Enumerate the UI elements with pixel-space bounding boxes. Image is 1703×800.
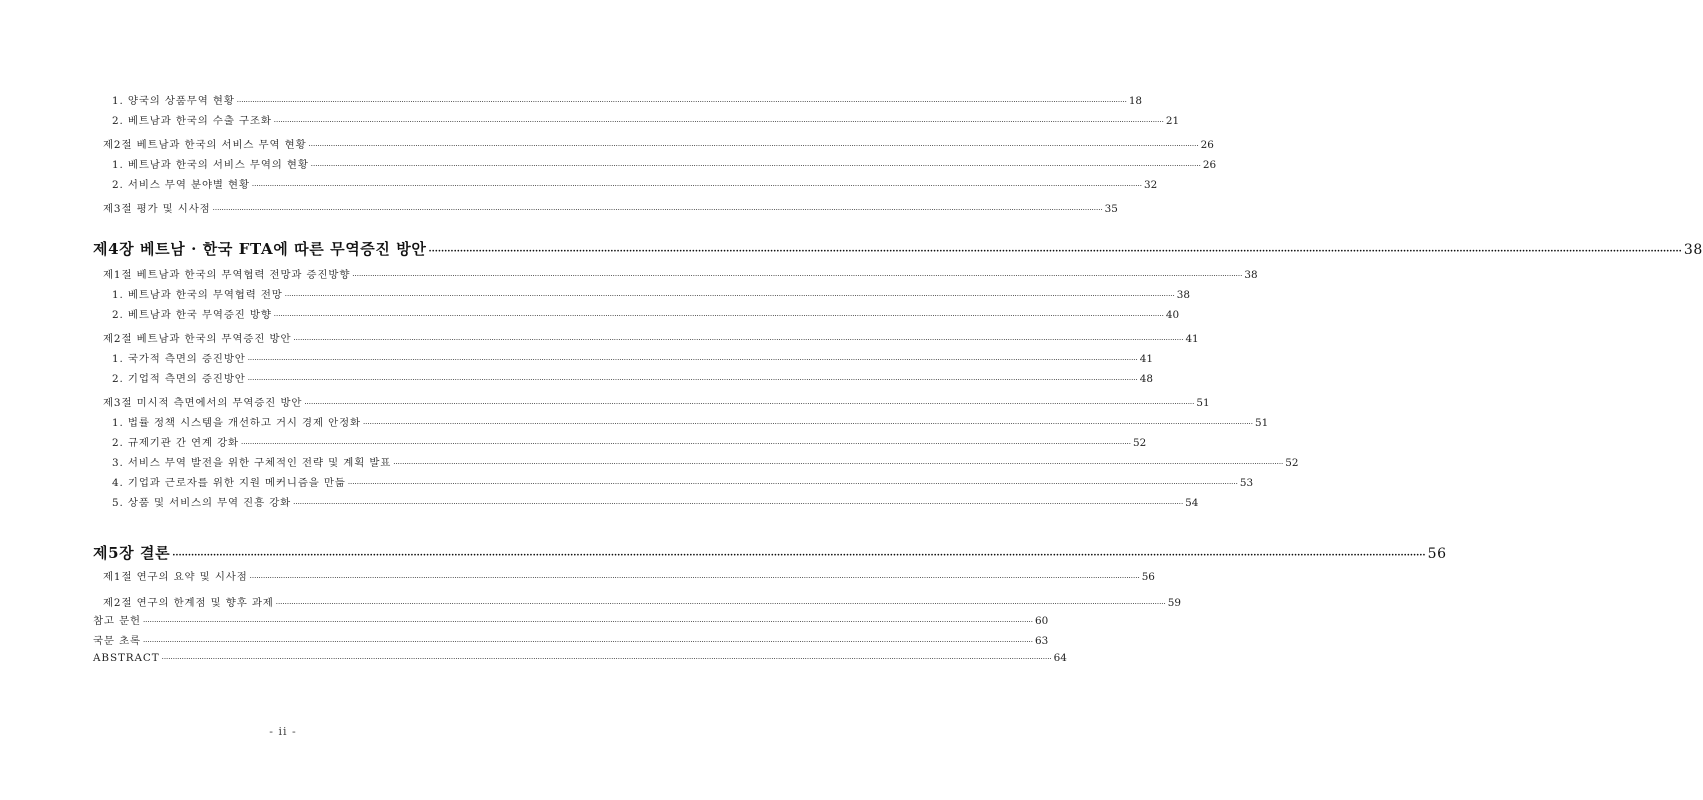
toc-page-number: 52	[1285, 457, 1299, 469]
toc-entry-title: 1. 법률 정책 시스템을 개선하고 거시 경제 안정화	[112, 417, 361, 429]
dot-leader: ················································································································································································································································································································································································································	[142, 618, 1033, 626]
toc-page-number: 48	[1139, 373, 1153, 385]
toc-page-number: 63	[1035, 635, 1049, 647]
toc-page-number: 26	[1200, 139, 1214, 151]
dot-leader: ················································································································································································································································································································································································································	[172, 551, 1426, 561]
toc-subsection	[112, 350, 1153, 365]
dot-leader: ················································································································································································································································································································································································································	[142, 638, 1033, 646]
toc-page-number: 21	[1165, 115, 1180, 127]
toc-entry-title: 제1절 연구의 요약 및 시사점	[103, 571, 248, 583]
toc-entry-title: 2. 베트남과 한국 무역증진 방향	[112, 309, 272, 321]
toc-page-number: 26	[1202, 159, 1217, 171]
toc-page-number: 38	[1176, 289, 1190, 301]
toc-entry-title: 5. 상품 및 서비스의 무역 진흥 강화	[112, 497, 292, 509]
toc-backmatter	[93, 632, 1049, 647]
toc-page-number: 41	[1139, 353, 1153, 365]
toc-entry-title: ABSTRACT	[93, 652, 160, 664]
toc-section	[103, 266, 1258, 281]
toc-entry-title: 제3절 평가 및 시사점	[103, 203, 211, 215]
dot-leader: ················································································································································································································································································································································································································	[247, 356, 1138, 364]
toc-page-number: 51	[1196, 397, 1210, 409]
toc-entry-title: 제2절 베트남과 한국의 서비스 무역 현황	[103, 139, 307, 151]
toc-subsection	[112, 370, 1153, 385]
toc-page-number: 38	[1683, 242, 1703, 258]
toc-section	[103, 330, 1199, 345]
toc-entry-title: 3. 서비스 무역 발전을 위한 구체적인 전략 및 계획 발표	[112, 457, 392, 469]
toc-page-number: 35	[1104, 203, 1118, 215]
toc-section	[103, 568, 1155, 583]
toc-page-number: 18	[1128, 95, 1143, 107]
dot-leader: ················································································································································································································································································································································································································	[393, 460, 1284, 468]
toc-page-number: 56	[1141, 571, 1155, 583]
toc-section	[103, 594, 1181, 609]
dot-leader: ················································································································································································································································································································································································································	[273, 118, 1164, 126]
dot-leader: ················································································································································································································································································································································································································	[251, 182, 1142, 190]
toc-subsection	[112, 494, 1199, 509]
dot-leader: ················································································································································································································································································································································································································	[236, 98, 1127, 106]
dot-leader: ················································································································································································································································································································································································································	[304, 400, 1195, 408]
toc-page-number: 32	[1143, 179, 1158, 191]
toc-page-number: 38	[1244, 269, 1258, 281]
toc-entry-title: 1. 베트남과 한국의 무역협력 전망	[112, 289, 283, 301]
toc-section	[103, 200, 1118, 215]
dot-leader: ················································································································································································································································································································································································································	[249, 574, 1140, 582]
toc-entry-title: 1. 양국의 상품무역 현황	[112, 95, 235, 107]
dot-leader: ················································································································································································································································································································································································································	[247, 376, 1138, 384]
toc-entry-title: 제1절 베트남과 한국의 무역협력 전망과 증진방향	[103, 269, 351, 281]
dot-leader: ················································································································································································································································································································································································································	[240, 440, 1132, 448]
toc-entry-title: 제2절 베트남과 한국의 무역증진 방안	[103, 333, 292, 345]
toc-page-number: 40	[1165, 309, 1180, 321]
toc-entry-title: 2. 서비스 무역 분야별 현황	[112, 179, 250, 191]
toc-entry-title: 1. 국가적 측면의 증진방안	[112, 353, 246, 365]
dot-leader: ················································································································································································································································································································································································································	[293, 500, 1184, 508]
toc-entry-title: 제4장 베트남 · 한국 FTA에 따른 무역증진 방안	[93, 240, 427, 258]
dot-leader: ················································································································································································································································································································································································································	[310, 162, 1201, 170]
toc-page-number: 52	[1133, 437, 1147, 449]
toc-subsection	[112, 434, 1147, 449]
dot-leader: ················································································································································································································································································································································································································	[293, 336, 1184, 344]
toc-entry-title: 참고 문헌	[93, 615, 141, 627]
toc-chapter	[93, 542, 1447, 563]
dot-leader: ················································································································································································································································································································································································································	[275, 600, 1166, 608]
toc-entry-title: 1. 베트남과 한국의 서비스 무역의 현황	[112, 159, 309, 171]
toc-entry-title: 2. 기업적 측면의 증진방안	[112, 373, 246, 385]
toc-section	[103, 136, 1214, 151]
toc-page-number: 41	[1185, 333, 1199, 345]
toc-page-number: 51	[1255, 417, 1269, 429]
toc-section	[103, 394, 1210, 409]
dot-leader: ················································································································································································································································································································································································································	[352, 272, 1243, 280]
toc-entry-title: 제2절 연구의 한계점 및 향후 과제	[103, 597, 274, 609]
toc-entry-title: 2. 베트남과 한국의 수출 구조화	[112, 115, 272, 127]
toc-page-number: 56	[1427, 546, 1447, 562]
toc-chapter	[93, 238, 1703, 259]
toc-backmatter	[93, 652, 1067, 664]
toc-entry-title: 2. 규제기관 간 연계 강화	[112, 437, 239, 449]
toc-entry-title: 4. 기업과 근로자를 위한 지원 메커니즘을 만듦	[112, 477, 346, 489]
toc-page-number: 53	[1239, 477, 1254, 489]
toc-entry-title: 제5장 결론	[93, 544, 171, 562]
dot-leader: ················································································································································································································································································································································································································	[212, 206, 1103, 214]
toc-subsection	[112, 156, 1217, 171]
toc-subsection	[112, 454, 1299, 469]
page-number-footer: - ii -	[269, 725, 297, 738]
toc-subsection	[112, 92, 1143, 107]
dot-leader: ················································································································································································································································································································································································································	[428, 247, 1682, 257]
toc-subsection	[112, 474, 1254, 489]
dot-leader: ················································································································································································································································································································································································································	[362, 420, 1253, 428]
toc-subsection	[112, 286, 1190, 301]
dot-leader: ················································································································································································································································································································································································································	[347, 480, 1238, 488]
toc-page-number: 59	[1167, 597, 1181, 609]
toc-page-number: 64	[1053, 652, 1067, 664]
dot-leader: ················································································································································································································································································································································································································	[308, 142, 1199, 150]
toc-entry-title: 국문 초록	[93, 635, 141, 647]
toc-entry-title: 제3절 미시적 측면에서의 무역증진 방안	[103, 397, 303, 409]
toc-subsection	[112, 112, 1180, 127]
dot-leader: ················································································································································································································································································································································································································	[161, 655, 1052, 663]
toc-backmatter	[93, 612, 1049, 627]
toc-page-number: 60	[1035, 615, 1049, 627]
dot-leader: ················································································································································································································································································································································································································	[273, 312, 1164, 320]
dot-leader: ················································································································································································································································································································································································································	[284, 292, 1175, 300]
toc-subsection	[112, 414, 1269, 429]
toc-page-number: 54	[1185, 497, 1199, 509]
toc-subsection	[112, 176, 1158, 191]
toc-subsection	[112, 306, 1180, 321]
